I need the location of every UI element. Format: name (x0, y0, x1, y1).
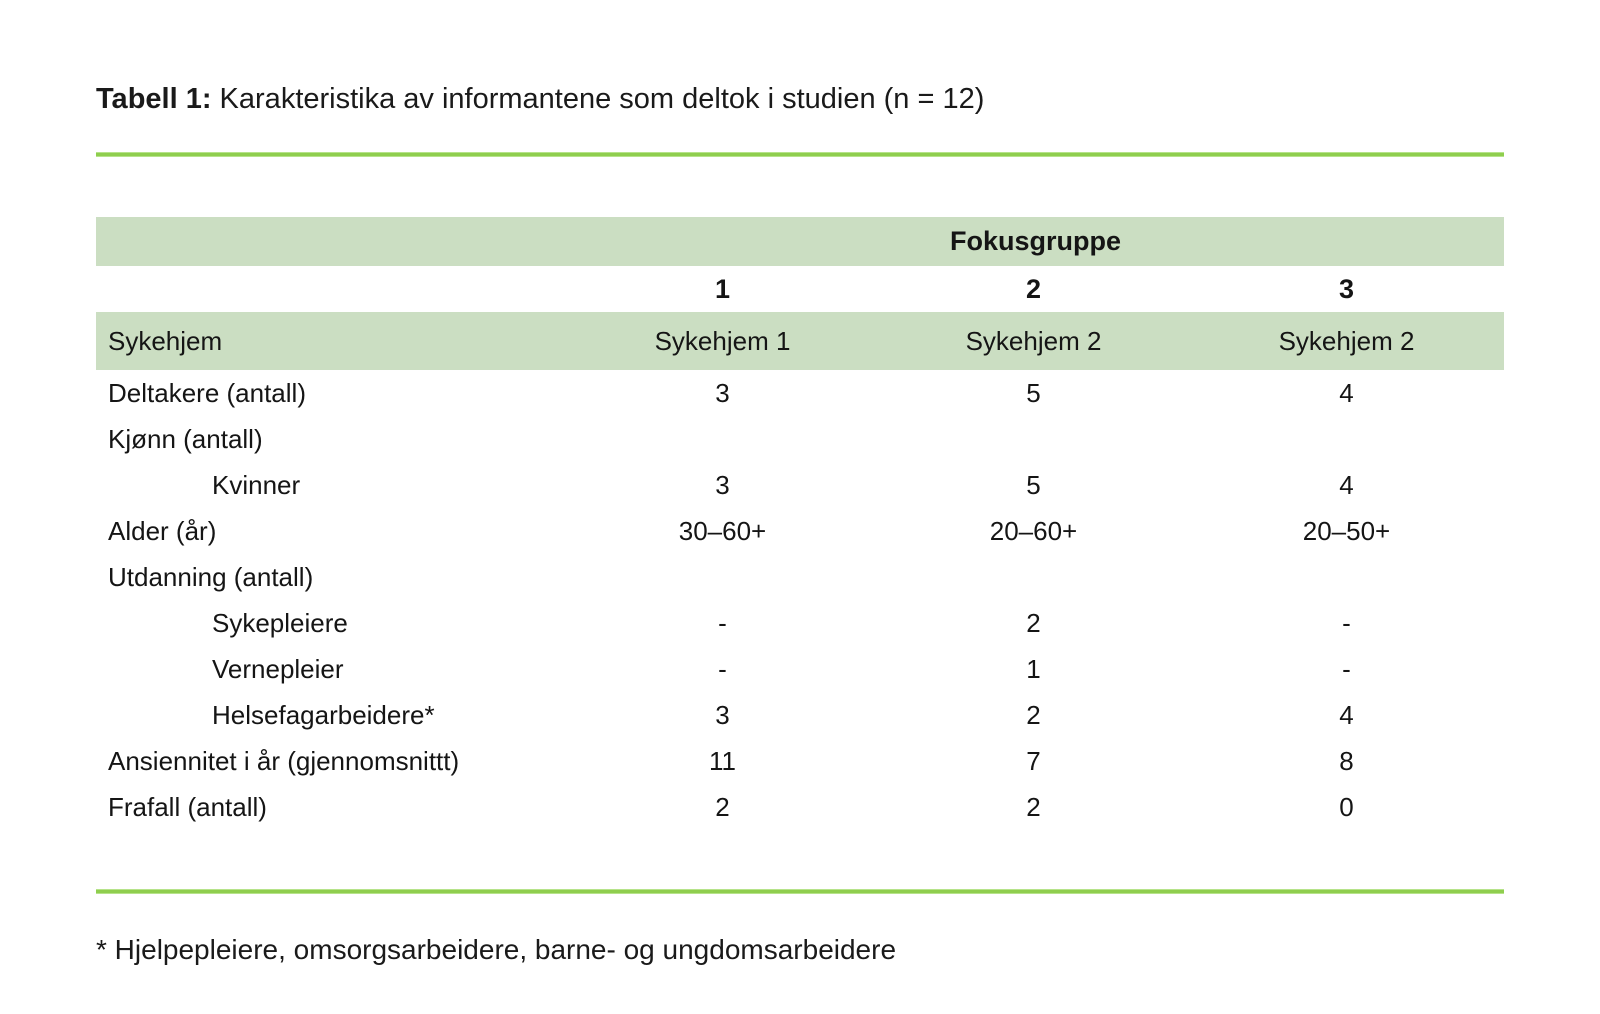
row-value: 30–60+ (678, 515, 767, 546)
row-value: 2 (1026, 791, 1041, 822)
table-row (96, 600, 1504, 646)
row-value: 2 (1026, 607, 1041, 638)
table-row (96, 738, 1504, 784)
table-row (96, 416, 1504, 462)
subheader-label: Sykehjem (108, 325, 223, 356)
row-label: Utdanning (antall) (108, 561, 314, 592)
row-value: 3 (715, 699, 730, 730)
table-row (96, 646, 1504, 692)
row-value: 3 (715, 377, 730, 408)
group-number: 1 (714, 273, 731, 304)
top-rule (96, 152, 1504, 157)
bottom-rule (96, 889, 1504, 894)
group-number: 2 (1025, 273, 1042, 304)
table-caption-text: Karakteristika av informantene som deltok i studien (n = 12) (211, 83, 985, 115)
row-value: 1 (1026, 653, 1041, 684)
row-value: 7 (1026, 745, 1041, 776)
row-label: Sykepleiere (212, 607, 348, 638)
table-footnote: * Hjelpepleiere, omsorgsarbeidere, barne- og ungdomsarbeidere (96, 934, 897, 965)
group-header-row (96, 217, 1504, 266)
row-value: - (1342, 653, 1351, 684)
row-value: 2 (715, 791, 730, 822)
row-value: - (718, 607, 727, 638)
table-caption-number: Tabell 1: (96, 83, 212, 115)
document-page (96, 0, 1504, 968)
row-label: Kjønn (antall) (108, 423, 263, 454)
row-value: 4 (1339, 699, 1354, 730)
characteristics-table (96, 217, 1504, 830)
table-row (96, 370, 1504, 416)
group-header-title: Fokusgruppe (949, 226, 1121, 256)
row-label: Ansiennitet i år (gjennomsnittt) (108, 745, 460, 776)
row-value: 0 (1339, 791, 1354, 822)
group-number: 3 (1338, 273, 1355, 304)
row-value: 4 (1339, 377, 1354, 408)
row-label: Frafall (antall) (108, 791, 267, 822)
row-value: 5 (1026, 377, 1041, 408)
row-value: 11 (709, 745, 736, 776)
row-value: - (1342, 607, 1351, 638)
row-value: - (718, 653, 727, 684)
row-value: 5 (1026, 469, 1041, 500)
row-value: 20–50+ (1302, 515, 1391, 546)
row-label: Helsefagarbeidere* (212, 699, 435, 730)
subheader-value: Sykehjem 2 (1278, 325, 1415, 356)
row-value: 20–60+ (989, 515, 1078, 546)
row-value: 4 (1339, 469, 1354, 500)
table-body (96, 370, 1504, 830)
table-row (96, 692, 1504, 738)
subheader-value: Sykehjem 1 (654, 325, 791, 356)
table-row (96, 508, 1504, 554)
table-row (96, 554, 1504, 600)
row-value: 3 (715, 469, 730, 500)
group-numbers-row (96, 266, 1504, 312)
row-label: Vernepleier (212, 653, 344, 684)
table-caption (96, 82, 1504, 116)
row-label: Kvinner (212, 469, 301, 500)
subheader-value: Sykehjem 2 (965, 325, 1102, 356)
table-row (96, 784, 1504, 830)
table-row (96, 462, 1504, 508)
row-value: 8 (1339, 745, 1354, 776)
row-label: Alder (år) (108, 515, 217, 546)
row-value: 2 (1026, 699, 1041, 730)
row-label: Deltakere (antall) (108, 377, 306, 408)
subheader-row (96, 312, 1504, 370)
